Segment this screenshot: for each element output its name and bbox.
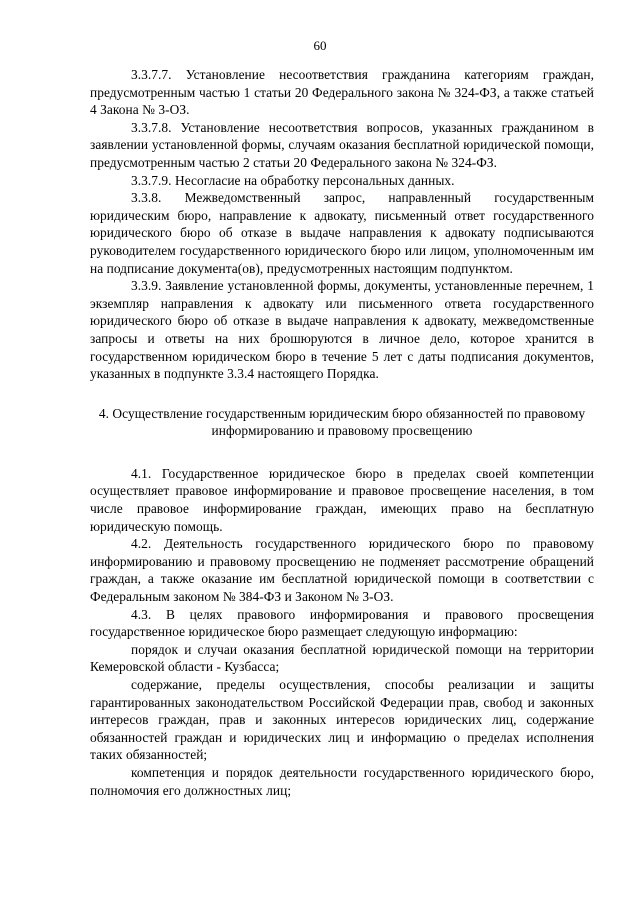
paragraph-4-1: 4.1. Государственное юридическое бюро в пределах своей компетенции осуществляет правовое информирование и правовое просвещение населения, в том числе правовое информирование граждан, имеющих право на бесплатную юридическую помощь.	[90, 465, 594, 534]
document-body	[90, 66, 594, 799]
page-number: 60	[313, 38, 327, 53]
paragraph-3-3-8: 3.3.8. Межведомственный запрос, направленный государственным юридическим бюро, направление к адвокату, письменный ответ государственного юридического бюро об отказе в выдаче направления к адвокату подписываются руководителем государственного юридического бюро или лицом, уполномоченным им на подписание документа(ов), предусмотренных настоящим подпунктом.	[90, 190, 594, 276]
list-item-competence: компетенция и порядок деятельности государственного юридического бюро, полномочия его должностных лиц;	[90, 764, 594, 798]
paragraph-4-3: 4.3. В целях правового информирования и правового просвещения государственное юридическое бюро размещает следующую информацию:	[90, 606, 594, 640]
paragraph-3-3-7-7: 3.3.7.7. Установление несоответствия гражданина категориям граждан, предусмотренным частью 1 статьи 20 Федерального закона № 324-ФЗ, а также статьей 4 Закона № 3-ОЗ.	[90, 67, 594, 118]
paragraph-3-3-7-8: 3.3.7.8. Установление несоответствия вопросов, указанных гражданином в заявлении установленной формы, случаям оказания бесплатной юридической помощи, предусмотренным частью 2 статьи 20 Федерального закона № 324-ФЗ.	[90, 119, 594, 170]
list-item-content-and-limits: содержание, пределы осуществления, способы реализации и защиты гарантированных законодательством Российской Федерации прав, свобод и законных интересов граждан, прав и законных интересов юридических лиц, содержание обязанностей граждан и юридических лиц и информацию о пределах исполнения таких обязанностей;	[90, 677, 594, 763]
paragraph-3-3-9: 3.3.9. Заявление установленной формы, документы, установленные перечнем, 1 экземпляр направления к адвокату или письменного ответа государственного юридического бюро об отказе в выдаче направления к адвокату, межведомственные запросы и ответы на них брошюруются в личное дело, которое хранится в государственном юридическом бюро в течение 5 лет с даты подписания документов, указанных в подпункте 3.3.4 настоящего Порядка.	[90, 278, 594, 382]
paragraph-4-2: 4.2. Деятельность государственного юридического бюро по правовому информированию и правовому просвещению не подменяет рассмотрение обращений граждан, а также оказание им бесплатной юридической помощи в соответствии с Федеральным законом № 384-ФЗ и Законом № 3-ОЗ.	[90, 536, 594, 605]
section-heading: 4. Осуществление государственным юридическим бюро обязанностей по правовому информированию и правовому просвещению	[98, 405, 586, 439]
list-item-order-and-cases: порядок и случаи оказания бесплатной юридической помощи на территории Кемеровской области - Кузбасса;	[90, 641, 594, 675]
paragraph-3-3-7-9: 3.3.7.9. Несогласие на обработку персональных данных.	[131, 172, 455, 188]
